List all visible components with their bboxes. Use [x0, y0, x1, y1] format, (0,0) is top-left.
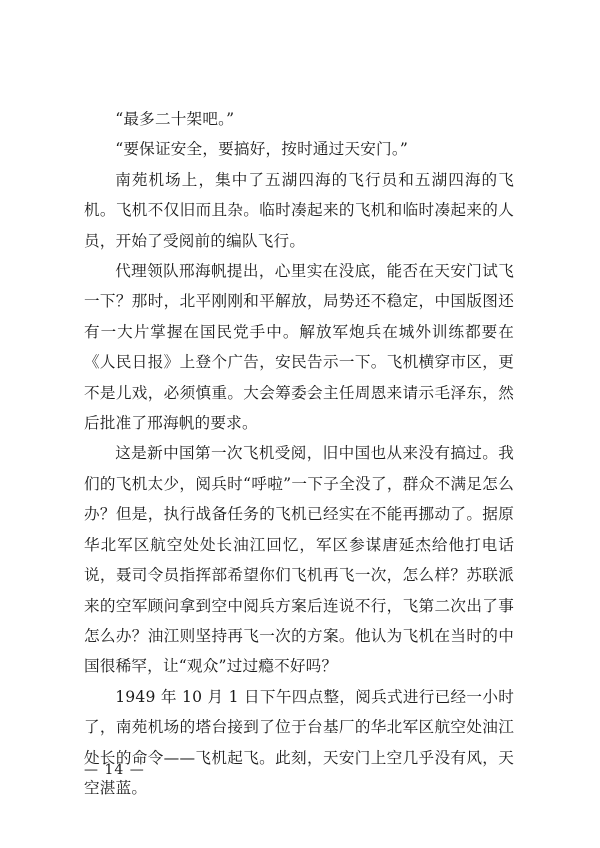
- paragraph-4: 代理领队邢海帆提出，心里实在没底，能否在天安门试飞一下？那时，北平刚刚和平解放，局势还不稳定，中国版图还有一大片掌握在国民党手中。解放军炮兵在城外训练都要在《人民日报》上登个广告，安民告示一下。飞机横穿市区，更不是儿戏，必须慎重。大会筹委会主任周恩来请示毛泽东，然后批准了邢海帆的要求。: [84, 262, 514, 433]
- paragraph-5: 这是新中国第一次飞机受阅，旧中国也从来没有搞过。我们的飞机太少，阅兵时“呼啦”一下子全没了，群众不满足怎么办？但是，执行战备任务的飞机已经实在不能再挪动了。据原华北军区航空处处长油江回忆，军区参谋唐延杰给他打电话说，聂司令员指挥部希望你们飞机再飞一次，怎么样？苏联派来的空军顾问拿到空中阅兵方案后连说不行，飞第二次出了事怎么办？油江则坚持再飞一次的方案。他认为飞机在当时的中国很稀罕，让“观众”过过瘾不好吗？: [84, 444, 514, 676]
- paragraph-1: “最多二十架吧。”: [115, 110, 235, 128]
- paragraph-2: “要保证安全，要搞好，按时通过天安门。”: [115, 140, 409, 159]
- page-body: [84, 104, 514, 803]
- paragraph-6: 1949 年 10 月 1 日下午四点整，阅兵式进行已经一小时了，南苑机场的塔台接到了位于台基厂的华北军区航空处油江处长的命令——飞机起飞。此刻，天安门上空几乎没有风，天空湛蓝。: [84, 687, 514, 797]
- page-number: — 14 —: [84, 762, 145, 778]
- paragraph-3: 南苑机场上，集中了五湖四海的飞行员和五湖四海的飞机。飞机不仅旧而且杂。临时凑起来的飞机和临时凑起来的人员，开始了受阅前的编队飞行。: [84, 170, 514, 250]
